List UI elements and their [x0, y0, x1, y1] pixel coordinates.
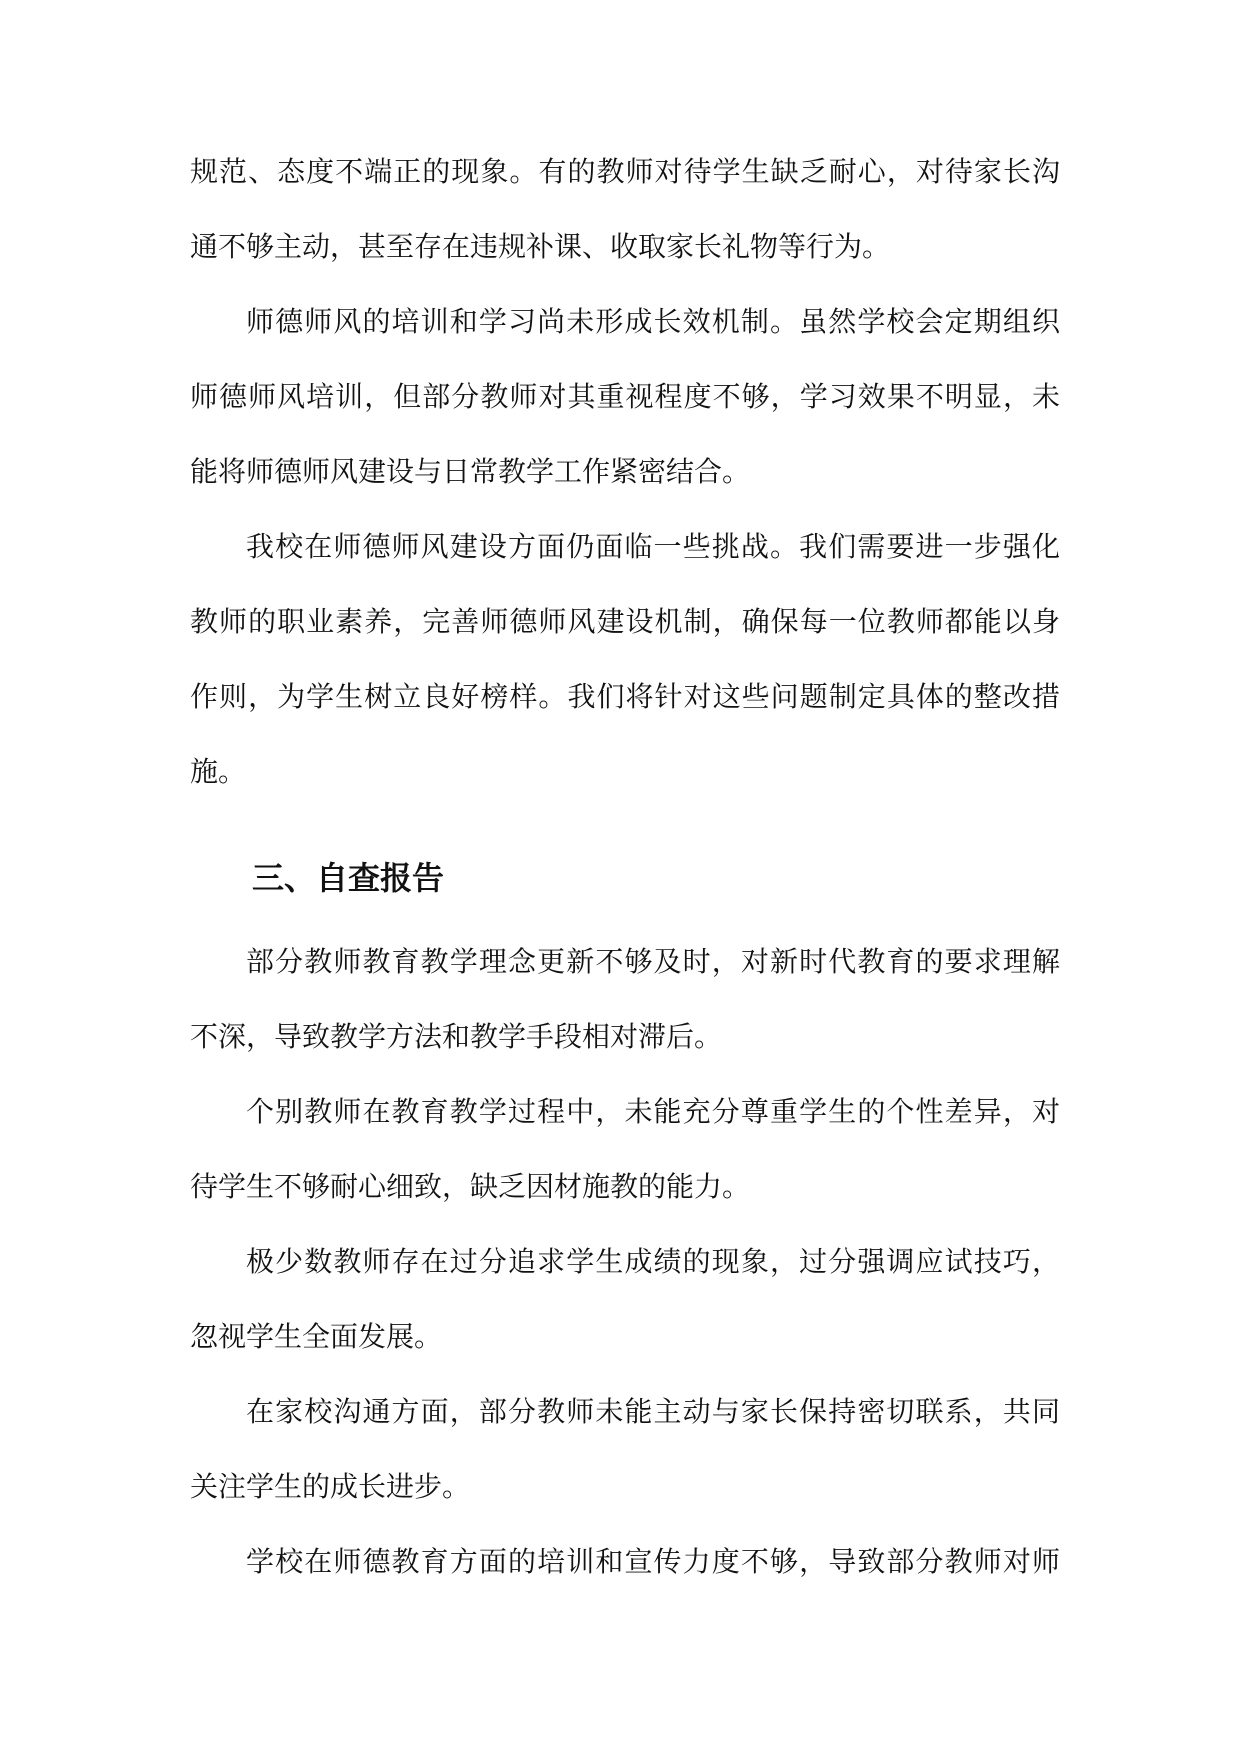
body-line-8: 作则，为学生树立良好榜样。我们将针对这些问题制定具体的整改措: [190, 680, 1060, 713]
body-line-7: 教师的职业素养，完善师德师风建设机制，确保每一位教师都能以身: [190, 605, 1060, 638]
section-heading: 三、自查报告: [252, 859, 445, 897]
body-line-15: 忽视学生全面发展。: [190, 1320, 443, 1353]
body-line-12: 个别教师在教育教学过程中，未能充分尊重学生的个性差异，对: [246, 1095, 1060, 1128]
body-line-18: 学校在师德教育方面的培训和宣传力度不够，导致部分教师对师: [246, 1545, 1060, 1578]
body-line-14: 极少数教师存在过分追求学生成绩的现象，过分强调应试技巧，: [246, 1245, 1060, 1278]
body-line-1: 规范、态度不端正的现象。有的教师对待学生缺乏耐心，对待家长沟: [190, 155, 1060, 188]
body-line-9: 施。: [190, 755, 247, 788]
body-line-17: 关注学生的成长进步。: [190, 1470, 471, 1503]
body-line-6: 我校在师德师风建设方面仍面临一些挑战。我们需要进一步强化: [246, 530, 1060, 563]
body-line-16: 在家校沟通方面，部分教师未能主动与家长保持密切联系，共同: [246, 1395, 1060, 1428]
body-line-2: 通不够主动，甚至存在违规补课、收取家长礼物等行为。: [190, 230, 891, 263]
body-line-10: 部分教师教育教学理念更新不够及时，对新时代教育的要求理解: [246, 945, 1060, 978]
body-line-5: 能将师德师风建设与日常教学工作紧密结合。: [190, 455, 751, 488]
body-line-13: 待学生不够耐心细致，缺乏因材施教的能力。: [190, 1170, 751, 1203]
body-line-4: 师德师风培训，但部分教师对其重视程度不够，学习效果不明显，未: [190, 380, 1060, 413]
body-line-3: 师德师风的培训和学习尚未形成长效机制。虽然学校会定期组织: [246, 305, 1060, 338]
body-line-11: 不深，导致教学方法和教学手段相对滞后。: [190, 1020, 723, 1053]
